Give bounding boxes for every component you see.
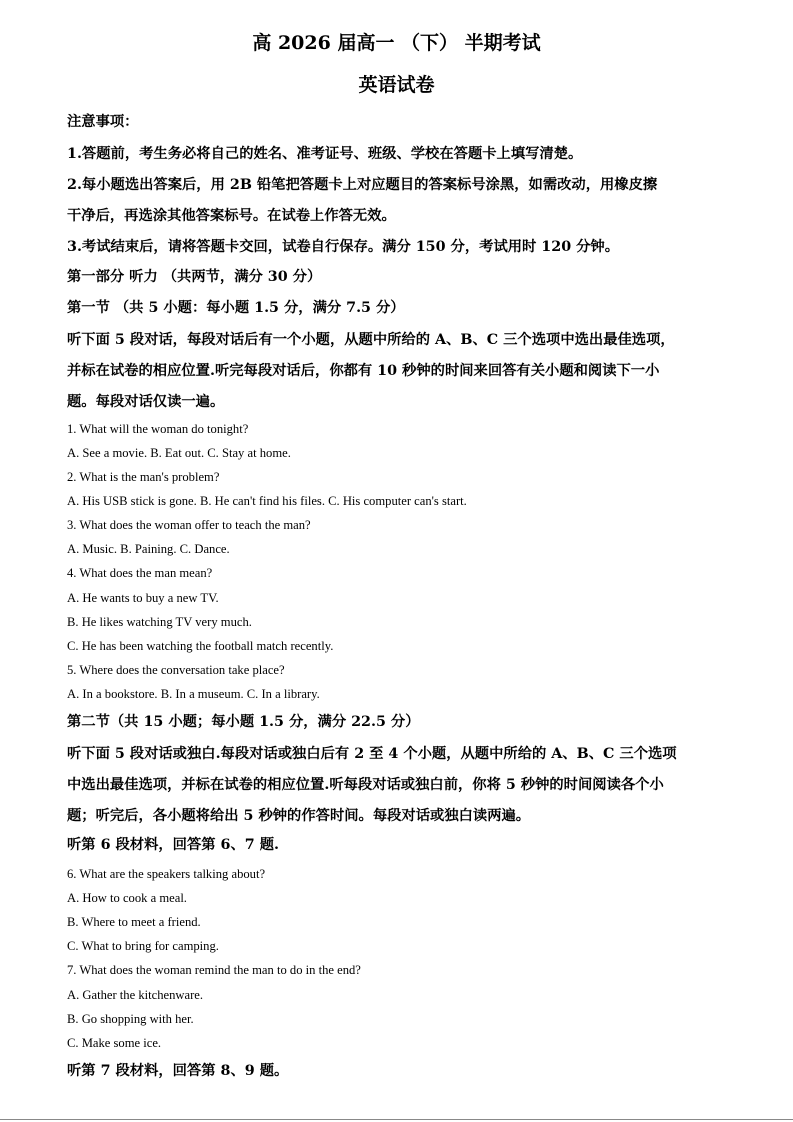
- question-6-option-b: B. Where to meet a friend.: [67, 915, 201, 929]
- question-4-option-b: B. He likes watching TV very much.: [67, 615, 252, 629]
- section2-instructions-3: 题；听完后，各小题将给出 5 秒钟的作答时间。每段对话或独白读两遍。: [67, 808, 531, 824]
- question-7-option-c: C. Make some ice.: [67, 1036, 162, 1050]
- exam-subtitle: 英语试卷: [358, 74, 435, 96]
- part1-heading: 第一部分 听力 （共两节，满分 30 分）: [67, 269, 322, 285]
- question-4-option-c: C. He has been watching the football match recently.: [67, 639, 334, 653]
- note-2-line-1: 2.每小题选出答案后，用 2B 铅笔把答题卡上对应题目的答案标号涂黑，如需改动，用橡皮擦: [67, 177, 658, 193]
- material-7-heading: 听第 7 段材料，回答第 8、9 题。: [67, 1063, 289, 1079]
- question-7-option-b: B. Go shopping with her.: [67, 1012, 194, 1026]
- section1-instructions-1: 听下面 5 段对话，每段对话后有一个小题，从题中所给的 A、B、C 三个选项中选出最佳选项，: [67, 332, 675, 348]
- question-6-option-a: A. How to cook a meal.: [67, 891, 187, 905]
- question-3-options: A. Music. B. Paining. C. Dance.: [67, 542, 230, 556]
- section1-instructions-2: 并标在试卷的相应位置.听完每段对话后，你都有 10 秒钟的时间来回答有关小题和阅读下一小: [67, 363, 660, 379]
- question-6-option-c: C. What to bring for camping.: [67, 939, 219, 953]
- section1-heading: 第一节 （共 5 小题：每小题 1.5 分，满分 7.5 分）: [67, 300, 405, 316]
- note-3: 3.考试结束后，请将答题卡交回，试卷自行保存。满分 150 分，考试用时 120 分钟。: [67, 239, 620, 255]
- note-1: 1.答题前，考生务必将自己的姓名、准考证号、班级、学校在答题卡上填写清楚。: [67, 146, 583, 162]
- notes-heading: 注意事项：: [67, 114, 139, 130]
- page-bottom-rule: [0, 1119, 793, 1120]
- note-2-line-2: 干净后，再选涂其他答案标号。在试卷上作答无效。: [67, 208, 396, 224]
- exam-title: 高 2026 届高一 （下） 半期考试: [252, 32, 541, 54]
- question-1: 1. What will the woman do tonight?: [67, 422, 249, 436]
- question-7: 7. What does the woman remind the man to do in the end?: [67, 963, 361, 977]
- question-2-options: A. His USB stick is gone. B. He can't find his files. C. His computer can's start.: [67, 494, 467, 508]
- question-6: 6. What are the speakers talking about?: [67, 867, 266, 881]
- question-5-options: A. In a bookstore. B. In a museum. C. In a library.: [67, 687, 320, 701]
- question-4: 4. What does the man mean?: [67, 566, 213, 580]
- question-7-option-a: A. Gather the kitchenware.: [67, 988, 204, 1002]
- question-1-options: A. See a movie. B. Eat out. C. Stay at home.: [67, 446, 291, 460]
- section2-heading: 第二节（共 15 小题；每小题 1.5 分，满分 22.5 分）: [67, 714, 420, 730]
- question-5: 5. Where does the conversation take place?: [67, 663, 285, 677]
- question-4-option-a: A. He wants to buy a new TV.: [67, 591, 219, 605]
- section2-instructions-1: 听下面 5 段对话或独白.每段对话或独白后有 2 至 4 个小题，从题中所给的 A、B、C 三个选项: [67, 746, 677, 762]
- section2-instructions-2: 中选出最佳选项，并标在试卷的相应位置.听每段对话或独白前，你将 5 秒钟的时间阅读各个小: [67, 777, 664, 793]
- question-2: 2. What is the man's problem?: [67, 470, 220, 484]
- section1-instructions-3: 题。每段对话仅读一遍。: [67, 394, 225, 410]
- question-3: 3. What does the woman offer to teach the man?: [67, 518, 311, 532]
- material-6-heading: 听第 6 段材料，回答第 6、7 题.: [67, 837, 279, 853]
